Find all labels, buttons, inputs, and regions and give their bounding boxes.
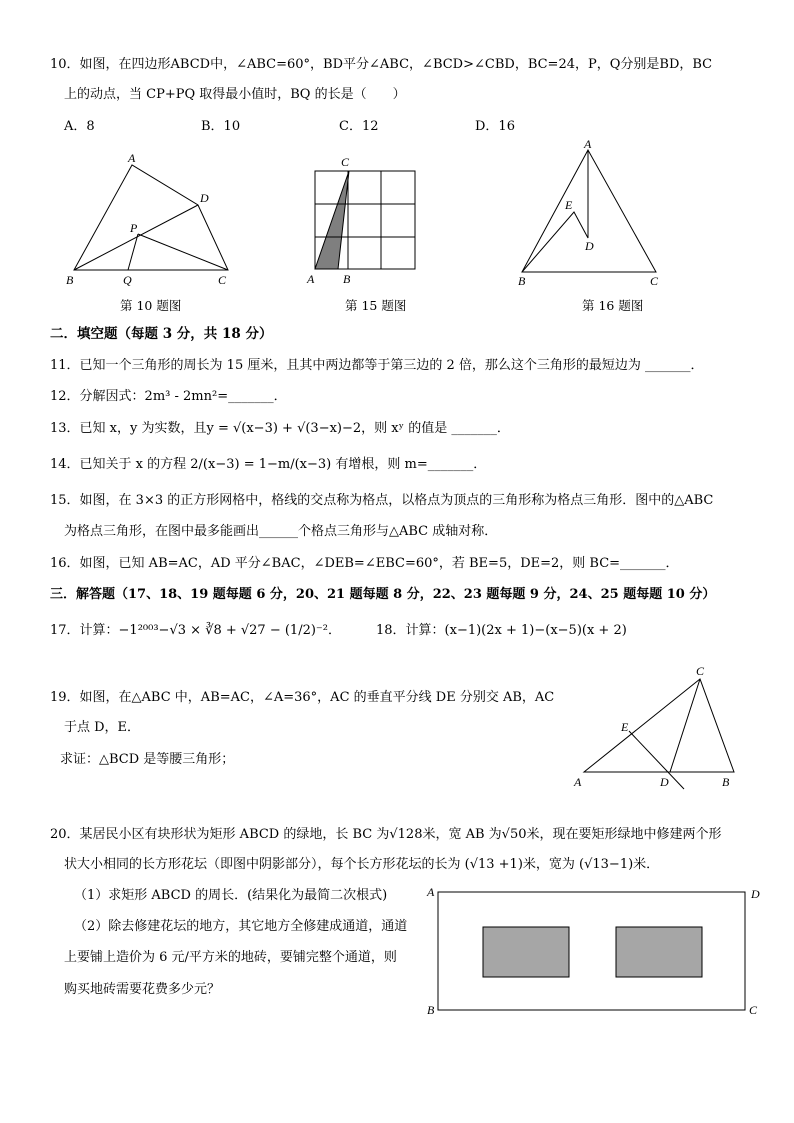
q12: 12．分解因式：2m³ - 2mn²=_______． [50, 389, 287, 404]
q10-option-c: C．12 [339, 119, 379, 134]
fig15-label-b: B [343, 272, 351, 286]
caption-fig16: 第 16 题图 [582, 298, 644, 313]
figure-16 [510, 137, 670, 290]
q16: 16．如图，已知 AB=AC，AD 平分∠BAC，∠DEB=∠EBC=60°，若 BE=5，DE=2，则 BC=_______． [50, 556, 679, 571]
section-2-title: 二．填空题（每题 3 分，共 18 分） [50, 326, 273, 342]
q20-part2-line3: 购买地砖需要花费多少元？ [64, 982, 221, 997]
q19-line3: 求证：△BCD 是等腰三角形； [60, 752, 235, 767]
fig16-label-d: D [585, 239, 594, 253]
fig16-label-b: B [518, 274, 526, 288]
q20-part2-line2: 上要铺上造价为 6 元/平方米的地砖，要铺完整个通道，则 [64, 950, 397, 965]
fig20-label-c: C [749, 1003, 758, 1017]
figure-20 [425, 882, 770, 1022]
q19-line2: 于点 D，E． [64, 720, 141, 735]
caption-fig10: 第 10 题图 [120, 298, 182, 313]
figure-19 [570, 665, 750, 795]
q20-line1: 20．某居民小区有块形状为矩形 ABCD 的绿地，长 BC 为√128米，宽 AB 为√50米，现在要矩形绿地中修建两个形 [50, 827, 722, 842]
figure-10 [60, 150, 240, 290]
fig10-label-p: P [130, 221, 138, 235]
fig10-label-q: Q [123, 273, 132, 287]
caption-fig15: 第 15 题图 [345, 298, 407, 313]
q15-line2: 为格点三角形，在图中最多能画出______个格点三角形与△ABC 成轴对称． [64, 524, 498, 539]
q11: 11．已知一个三角形的周长为 15 厘米，且其中两边都等于第三边的 2 倍，那么这个三角形的最短边为 _______． [50, 358, 704, 373]
fig15-label-a: A [307, 272, 315, 286]
q10-line2: 上的动点，当 CP+PQ 取得最小值时，BQ 的长是（ ） [64, 87, 406, 102]
fig20-label-d: D [751, 887, 760, 901]
q19-line1: 19．如图，在△ABC 中，AB=AC，∠A=36°，AC 的垂直平分线 DE 分别交 AB，AC [50, 690, 555, 705]
fig10-label-a: A [128, 151, 136, 165]
q18: 18．计算：(x−1)(2x + 1)−(x−5)(x + 2) [376, 623, 627, 638]
fig20-label-a: A [427, 885, 435, 899]
fig19-label-c: C [696, 664, 705, 678]
q10-option-a: A．8 [64, 119, 95, 134]
q20-part1: （1）求矩形 ABCD 的周长．(结果化为最简二次根式) [74, 888, 388, 903]
q17: 17．计算：−1²⁰⁰³−√3 × ∛8 + √27 − (1/2)⁻²． [50, 623, 341, 638]
q10-line1: 10．如图，在四边形ABCD中，∠ABC=60°，BD平分∠ABC，∠BCD>∠CBD，BC=24，P，Q分别是BD，BC [50, 57, 713, 72]
q20-part2-line1: （2）除去修建花坛的地方，其它地方全修建成通道，通道 [74, 919, 408, 934]
fig10-label-c: C [218, 273, 227, 287]
q20-line2: 状大小相同的长方形花坛（即图中阴影部分），每个长方形花坛的长为 (√13 +1)米，宽为 (√13−1)米． [64, 857, 660, 872]
fig19-label-d: D [660, 775, 669, 789]
fig19-label-a: A [574, 775, 582, 789]
fig10-label-d: D [200, 191, 209, 205]
fig20-label-b: B [427, 1003, 435, 1017]
fig15-label-c: C [341, 155, 350, 169]
q15-line1: 15．如图，在 3×3 的正方形网格中，格线的交点称为格点，以格点为顶点的三角形称为格点三角形．图中的△ABC [50, 493, 714, 508]
figure-15 [305, 155, 425, 285]
fig19-label-e: E [621, 720, 629, 734]
q10-option-b: B．10 [201, 119, 241, 134]
fig16-label-e: E [565, 198, 573, 212]
q14: 14．已知关于 x 的方程 2/(x−3) = 1−m/(x−3) 有增根，则 m=_______． [50, 457, 487, 472]
section-3-title: 三．解答题（17、18、19 题每题 6 分，20、21 题每题 8 分，22、23 题每题 9 分，24、25 题每题 10 分） [50, 587, 716, 602]
fig16-label-c: C [650, 274, 659, 288]
fig19-label-b: B [722, 775, 730, 789]
q13: 13．已知 x，y 为实数，且y = √(x−3) + √(3−x)−2，则 xʸ 的值是 _______． [50, 421, 510, 436]
fig10-label-b: B [66, 273, 74, 287]
fig16-label-a: A [584, 137, 592, 151]
q10-option-d: D．16 [475, 119, 515, 134]
